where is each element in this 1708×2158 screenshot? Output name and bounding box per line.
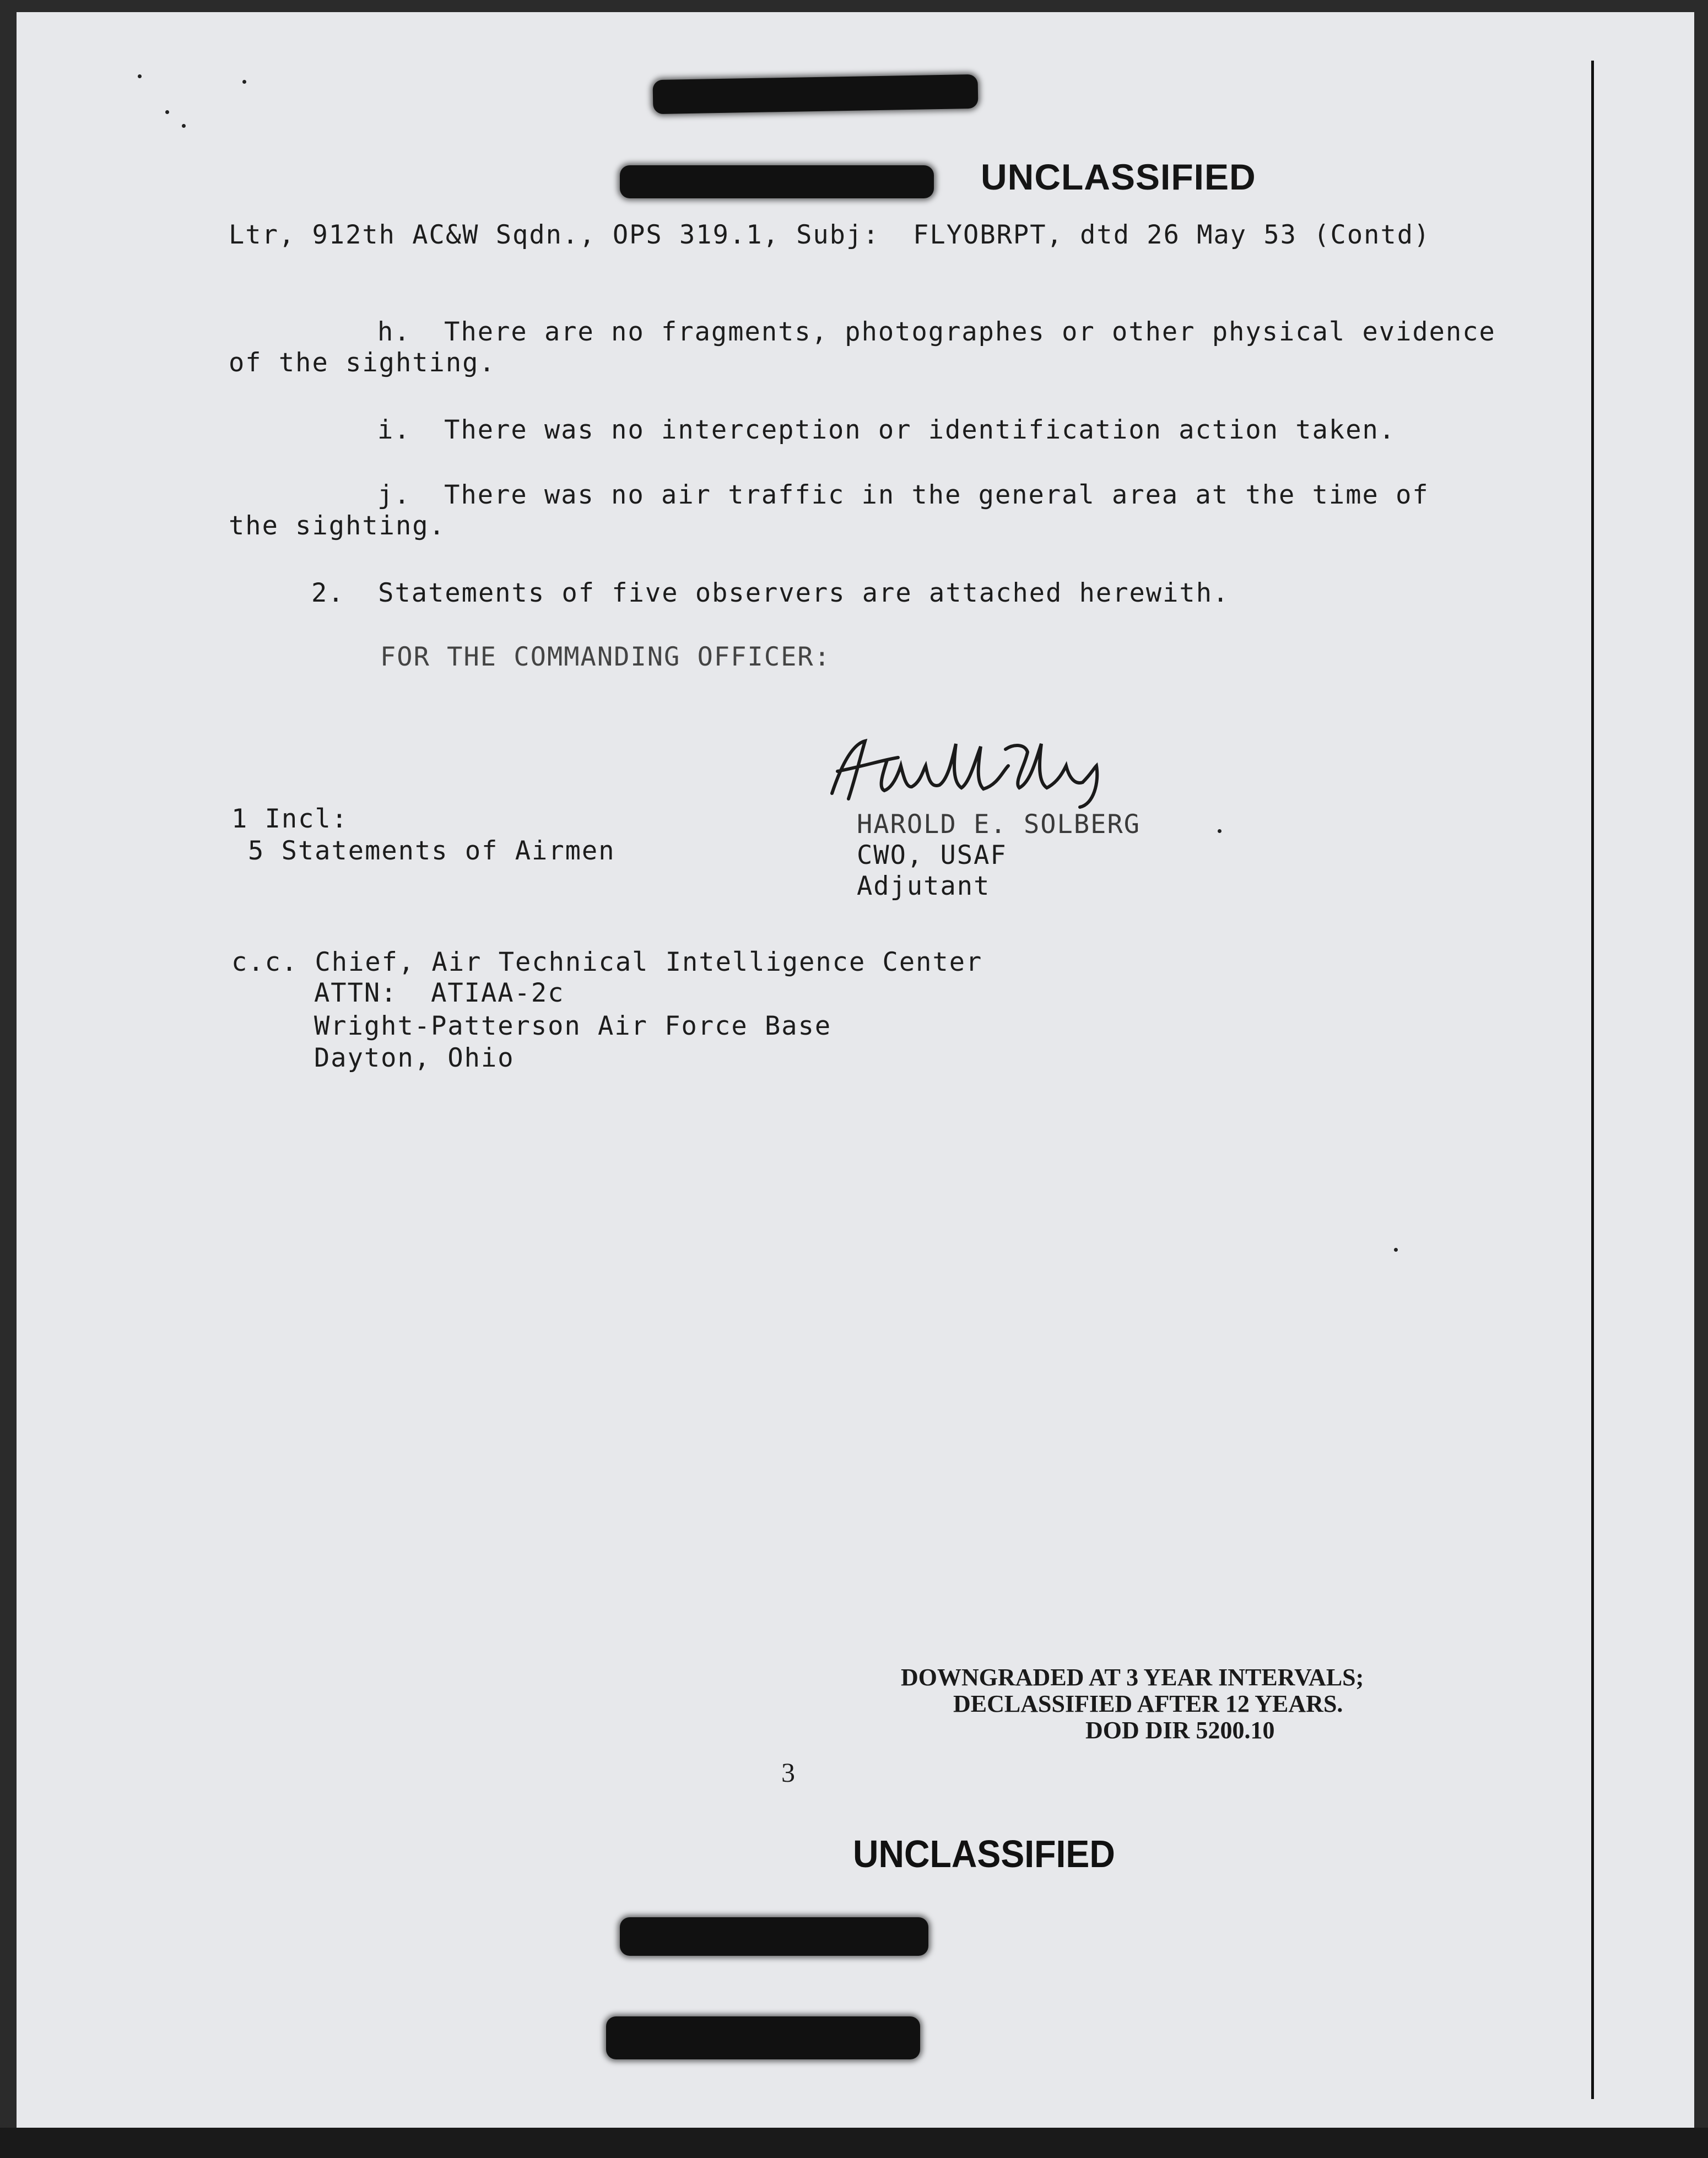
signatory-name: HAROLD E. SOLBERG bbox=[857, 809, 1141, 840]
scan-speck bbox=[1394, 1248, 1398, 1252]
paragraph-j: j. There was no air traffic in the general area at the time of bbox=[377, 480, 1429, 510]
paragraph-h: h. There are no fragments, photographes or other physical evidence bbox=[377, 317, 1496, 347]
paragraph-j-cont: the sighting. bbox=[229, 511, 446, 541]
downgrade-stamp-line-1: DOWNGRADED AT 3 YEAR INTERVALS; bbox=[901, 1664, 1364, 1691]
scan-speck bbox=[242, 80, 246, 84]
redaction-bar bbox=[620, 165, 934, 198]
cc-line-3: Wright-Patterson Air Force Base bbox=[314, 1011, 832, 1041]
scan-speck bbox=[1218, 829, 1221, 833]
page-number: 3 bbox=[781, 1757, 795, 1788]
redaction-bar bbox=[620, 1917, 928, 1956]
scan-speck bbox=[138, 74, 142, 78]
signatory-title: Adjutant bbox=[857, 871, 991, 901]
scan-border bbox=[0, 2128, 1708, 2158]
enclosure-item: 5 Statements of Airmen bbox=[248, 836, 615, 866]
reference-line: Ltr, 912th AC&W Sqdn., OPS 319.1, Subj: FLYOBRPT, dtd 26 May 53 (Contd) bbox=[229, 220, 1431, 250]
closing-line: FOR THE COMMANDING OFFICER: bbox=[380, 642, 831, 672]
classification-footer: UNCLASSIFIED bbox=[853, 1832, 1115, 1875]
handwritten-signature bbox=[815, 727, 1146, 810]
downgrade-stamp-line-3: DOD DIR 5200.10 bbox=[1085, 1717, 1275, 1744]
classification-header: UNCLASSIFIED bbox=[981, 156, 1256, 197]
paragraph-h-cont: of the sighting. bbox=[229, 348, 496, 378]
scan-speck bbox=[182, 124, 186, 128]
paragraph-2: 2. Statements of five observers are attached herewith. bbox=[311, 578, 1230, 608]
redaction-bar bbox=[606, 2016, 920, 2059]
enclosure-label: 1 Incl: bbox=[231, 804, 349, 834]
cc-line-4: Dayton, Ohio bbox=[314, 1043, 515, 1073]
scan-speck bbox=[165, 110, 169, 114]
cc-line-1: c.c. Chief, Air Technical Intelligence Center bbox=[231, 947, 983, 977]
cc-line-2: ATTN: ATIAA-2c bbox=[314, 978, 565, 1008]
signatory-rank: CWO, USAF bbox=[857, 840, 1007, 870]
margin-rule bbox=[1591, 61, 1594, 2099]
paragraph-i: i. There was no interception or identification action taken. bbox=[377, 415, 1396, 445]
downgrade-stamp-line-2: DECLASSIFIED AFTER 12 YEARS. bbox=[953, 1690, 1343, 1717]
redaction-bar bbox=[653, 74, 979, 114]
